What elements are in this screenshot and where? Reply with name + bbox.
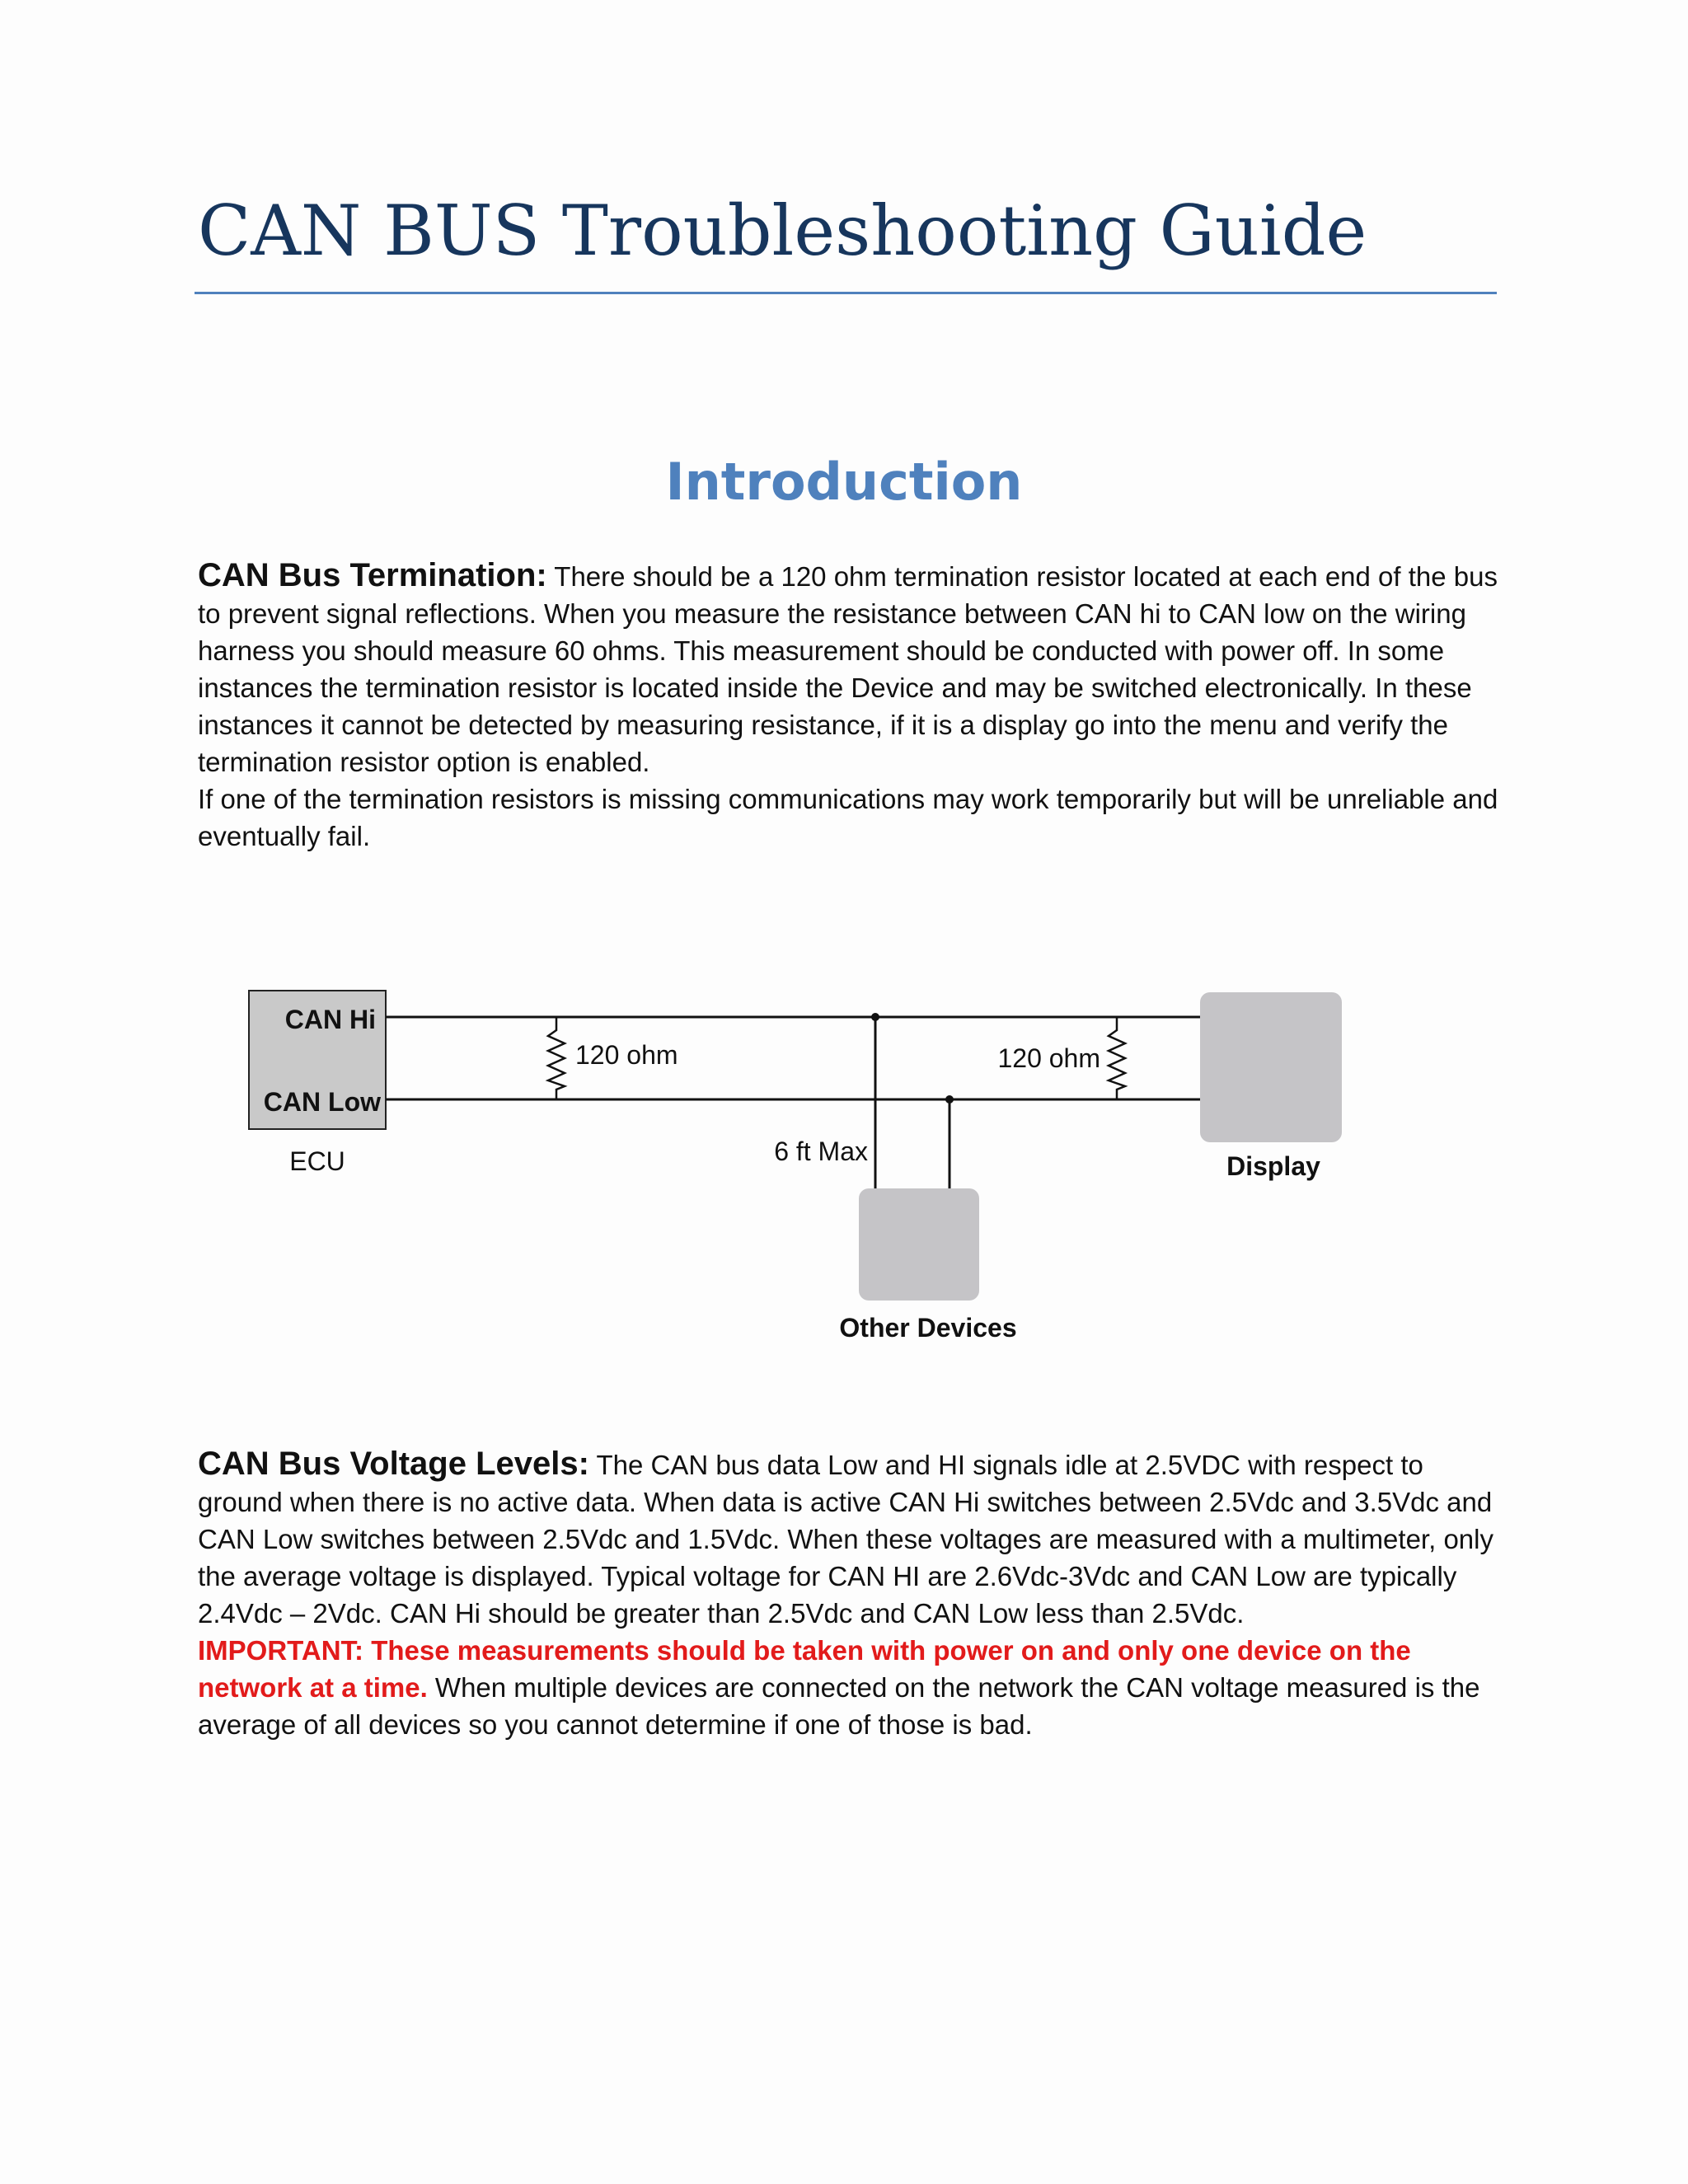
resistor-right-label: 120 ohm (997, 1043, 1100, 1073)
stub-length-label: 6 ft Max (774, 1137, 868, 1166)
resistor-left-label: 120 ohm (575, 1040, 678, 1070)
ecu-can-hi-label: CAN Hi (284, 1005, 376, 1034)
termination-lead: CAN Bus Termination: (198, 557, 547, 593)
termination-body: There should be a 120 ohm termination resistor located at each end of the bus to prevent signal reflections. When you measure the resistance between CAN hi to CAN low on the wiring harness you should measure 60 ohms. This measurement should be conducted with power off. In some instances the termination resistor is located inside the Device and may be switched electronically. In these instances it cannot be detected by measuring resistance, if it is a display go into the menu and verify the termination resistor option is enabled. (198, 561, 1498, 777)
section-heading-introduction: Introduction (665, 452, 1023, 512)
other-devices-label: Other Devices (839, 1313, 1017, 1343)
voltage-body: The CAN bus data Low and HI signals idle at 2.5VDC with respect to ground when there is no active data. When data is active CAN Hi switches between 2.5Vdc and 3.5Vdc and CAN Low switches between 2.5Vdc and 1.5Vdc. When these voltages are measured with a multimeter, only the average voltage is displayed. Typical voltage for CAN HI are 2.6Vdc-3Vdc and CAN Low are typically 2.4Vdc – 2Vdc. CAN Hi should be greater than 2.5Vdc and CAN Low less than 2.5Vdc. (198, 1450, 1493, 1629)
display-label: Display (1226, 1151, 1320, 1181)
ecu-label: ECU (289, 1146, 345, 1176)
termination-body-2: If one of the termination resistors is missing communications may work temporarily but will be unreliable and eventually fail. (198, 784, 1498, 851)
title-underline (195, 292, 1497, 294)
voltage-lead: CAN Bus Voltage Levels: (198, 1446, 589, 1482)
resistor-right-symbol (1109, 1017, 1125, 1099)
resistor-left-symbol (548, 1017, 565, 1099)
page-title: CAN BUS Troubleshooting Guide (198, 190, 1367, 271)
voltage-important-note: IMPORTANT: These measurements should be taken with power on and only one device on the network at a time. (198, 1635, 1411, 1703)
can-bus-wiring-diagram (239, 981, 1393, 1376)
voltage-body-2: When multiple devices are connected on the network the CAN voltage measured is the average of all devices so you cannot determine if one of those is bad. (198, 1672, 1480, 1740)
termination-paragraph (198, 557, 1508, 855)
other-devices-box (859, 1188, 979, 1301)
voltage-paragraph (198, 1446, 1508, 1743)
display-box (1200, 992, 1342, 1142)
ecu-can-low-label: CAN Low (263, 1087, 381, 1117)
